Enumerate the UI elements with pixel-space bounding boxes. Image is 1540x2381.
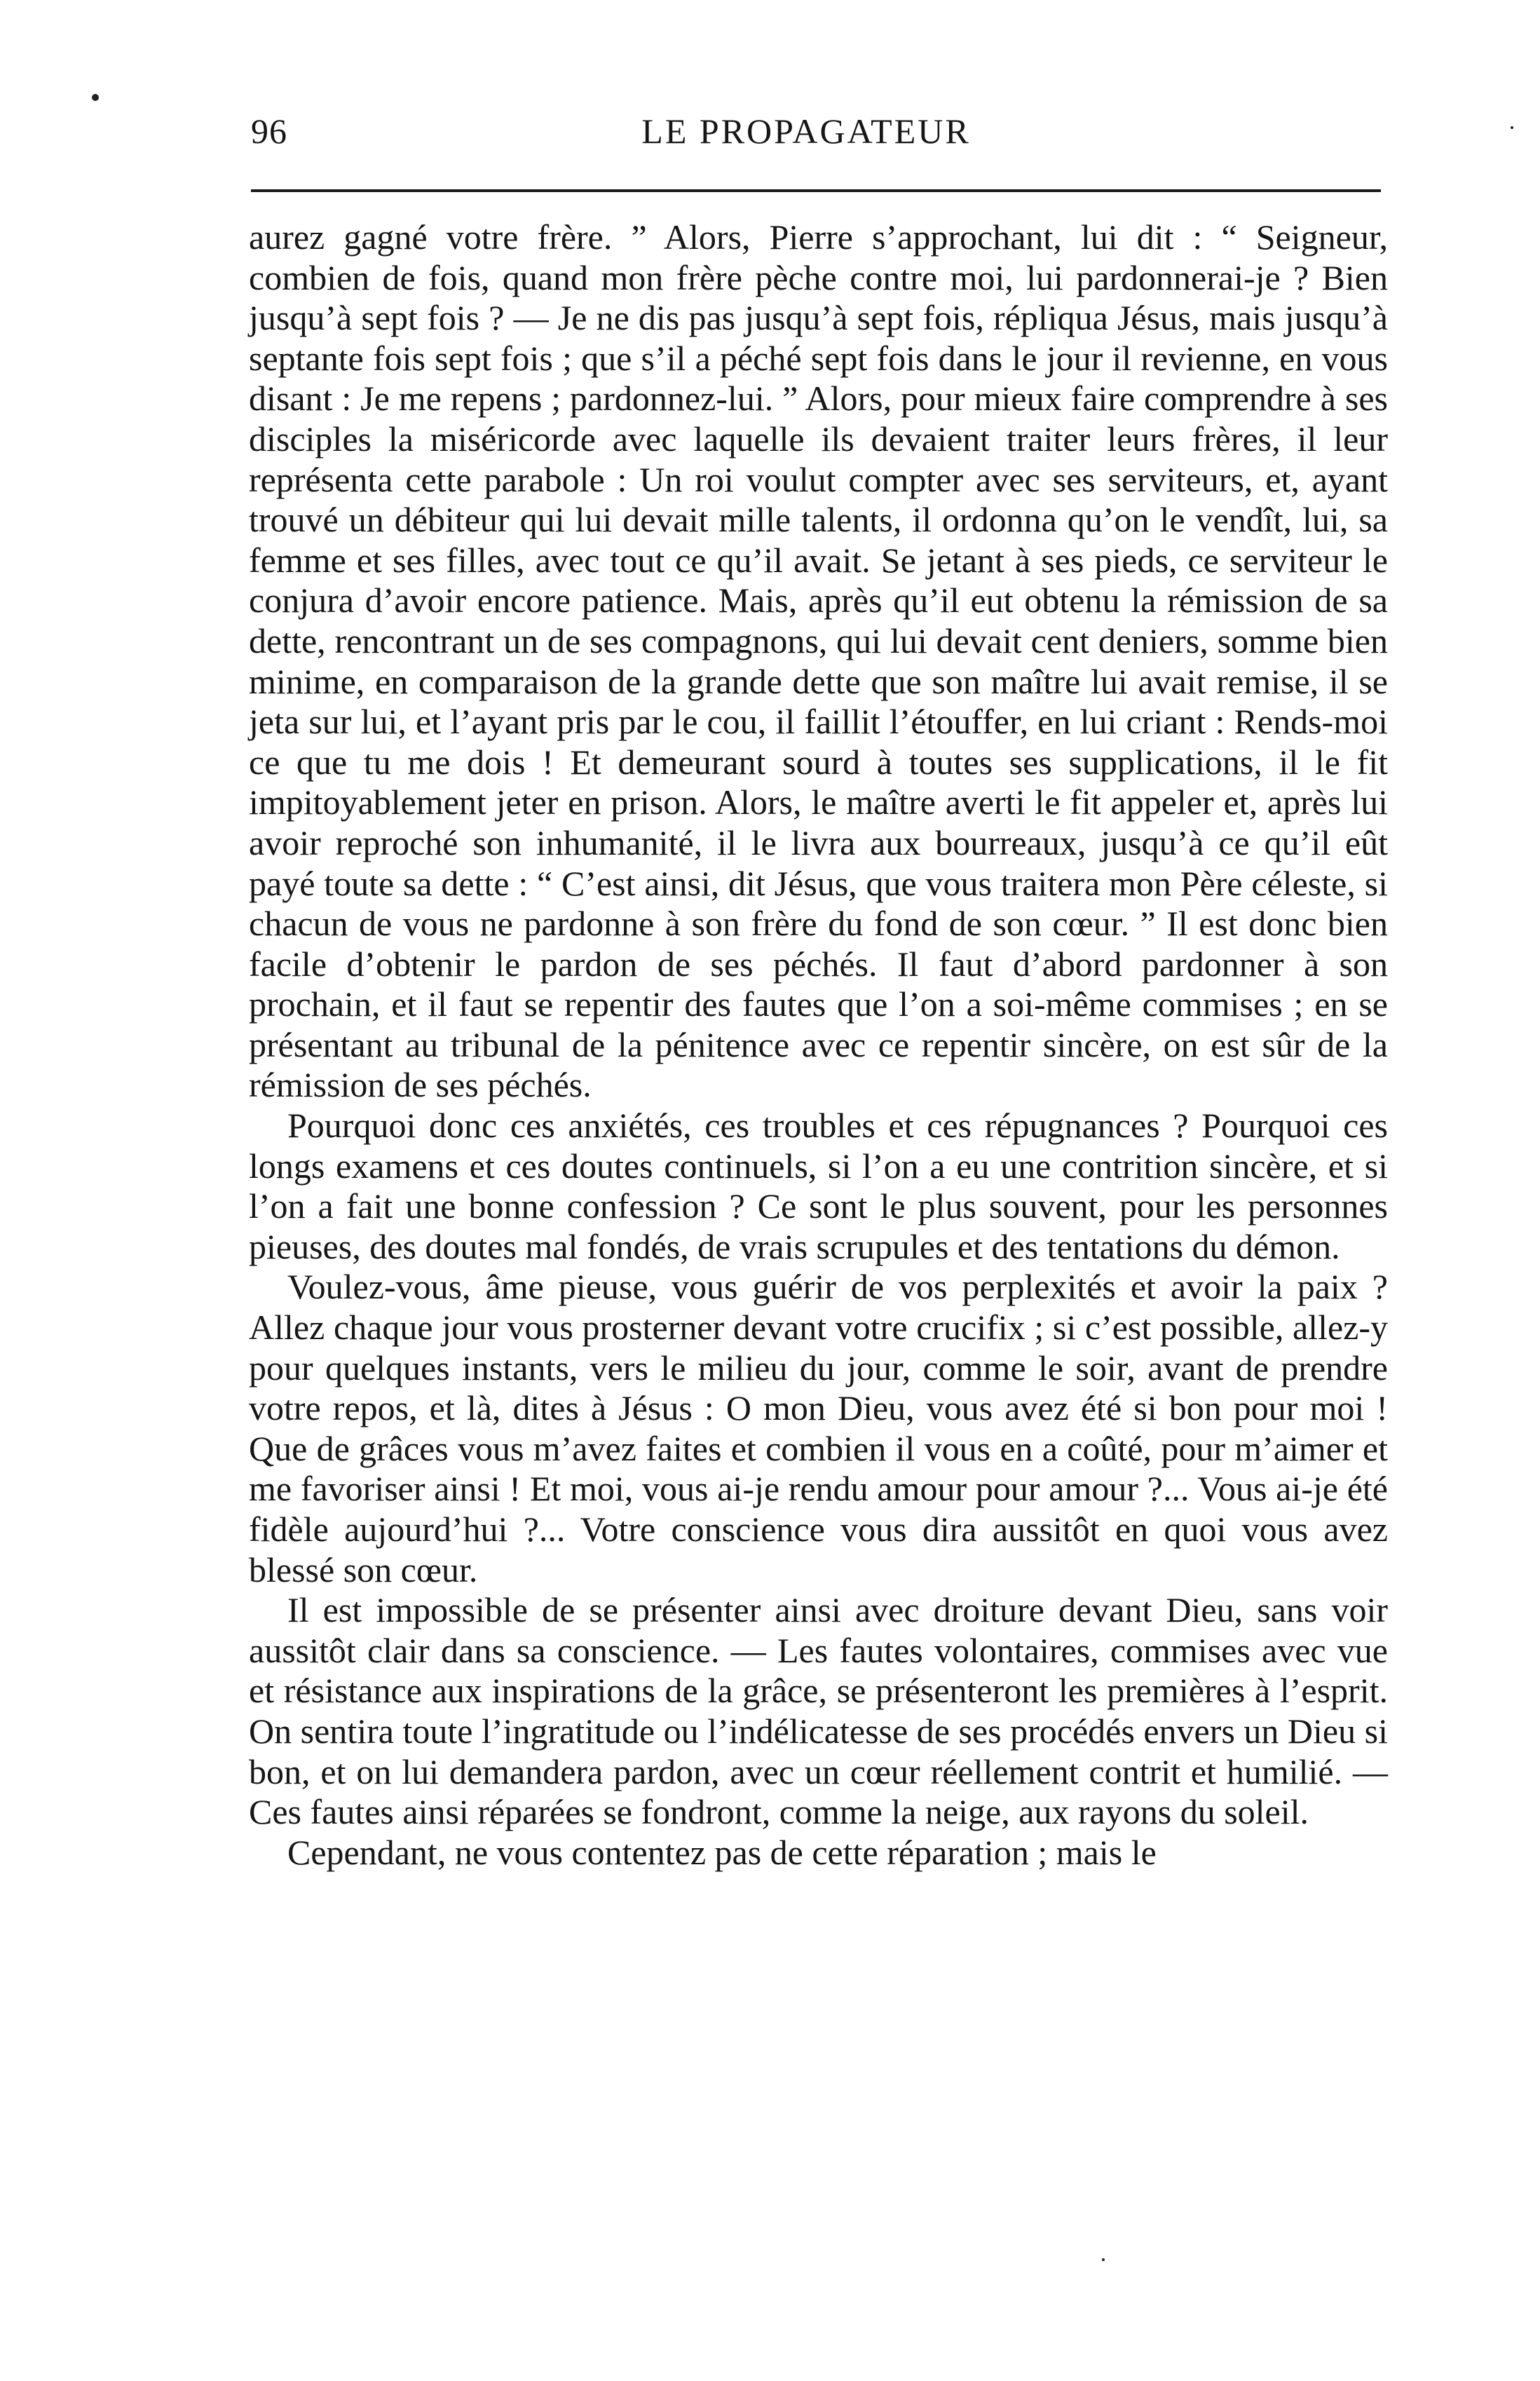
- running-head: [231, 111, 1381, 160]
- paragraph: Pourquoi donc ces anxiétés, ces troubles et ces répugnances ? Pourquoi ces longs examens et ces doutes continuels, si l’on a eu une contrition sincère, et si l’on a fait une bonne confession ? Ce sont le plus souvent, pour les personnes pieuses, des doutes mal fondés, de vrais scrupules et des tentations du démon.: [249, 1106, 1388, 1266]
- ink-speck: [1102, 2258, 1105, 2261]
- running-title: LE PROPAGATEUR: [641, 111, 971, 151]
- paragraph: Cependant, ne vous contentez pas de cette réparation ; mais le: [287, 1832, 1157, 1872]
- paragraph: Il est impossible de se présenter ainsi avec droiture devant Dieu, sans voir aussitôt clair dans sa conscience. — Les fautes volontaires, commises avec vue et résistance aux inspirations de la grâce, se présenteront les premières à l’esprit. On sentira toute l’ingratitude ou l’indélicatesse de ses procédés envers un Dieu si bon, et on lui demandera pardon, avec un cœur réellement contrit et humilié. — Ces fautes ainsi réparées se fondront, comme la neige, aux rayons du soleil.: [249, 1590, 1388, 1832]
- ink-speck: [92, 94, 99, 101]
- page-number: 96: [251, 111, 287, 151]
- paragraph: Voulez-vous, âme pieuse, vous guérir de vos perplexités et avoir la paix ? Allez chaque jour vous prosterner devant votre crucifix ; si c’est possible, allez-y pour quelques instants, vers le milieu du jour, comme le soir, avant de prendre votre repos, et là, dites à Jésus : O mon Dieu, vous avez été si bon pour moi ! Que de grâces vous m’avez faites et combien il vous en a coûté, pour m’aimer et me favoriser ainsi ! Et moi, vous ai-je rendu amour pour amour ?... Vous ai-je été fidèle aujourd’hui ?... Votre conscience vous dira aussitôt en quoi vous avez blessé son cœur.: [249, 1267, 1388, 1589]
- ink-speck: [1511, 126, 1513, 129]
- header-rule: [251, 189, 1381, 192]
- body-text: [249, 217, 1388, 1873]
- paragraph: aurez gagné votre frère. ” Alors, Pierre s’approchant, lui dit : “ Seigneur, combien de fois, quand mon frère pèche contre moi, lui pardonnerai-je ? Bien jusqu’à sept fois ? — Je ne dis pas jusqu’à sept fois, répliqua Jésus, mais jusqu’à septante fois sept fois ; que s’il a péché sept fois dans le jour il revienne, en vous disant : Je me repens ; pardonnez-lui. ” Alors, pour mieux faire comprendre à ses disciples la miséricorde avec laquelle ils devaient traiter leurs frères, il leur représenta cette parabole : Un roi voulut compter avec ses serviteurs, et, ayant trouvé un débiteur qui lui devait mille talents, il ordonna qu’on le vendît, lui, sa femme et ses filles, avec tout ce qu’il avait. Se jetant à ses pieds, ce serviteur le conjura d’avoir encore patience. Mais, après qu’il eut obtenu la rémission de sa dette, rencontrant un de ses compagnons, qui lui devait cent deniers, somme bien minime, en comparaison de la grande dette que son maître lui avait remise, il se jeta sur lui, et l’ayant pris par le cou, il faillit l’étouffer, en lui criant : Rends-moi ce que tu me dois ! Et demeurant sourd à toutes ses supplications, il le fit impitoyablement jeter en prison. Alors, le maître averti le fit appeler et, après lui avoir reproché son inhumanité, il le livra aux bourreaux, jusqu’à ce qu’il eût payé toute sa dette : “ C’est ainsi, dit Jésus, que vous traitera mon Père céleste, si chacun de vous ne pardonne à son frère du fond de son cœur. ” Il est donc bien facile d’obtenir le pardon de ses péchés. Il faut d’abord pardonner à son prochain, et il faut se repentir des fautes que l’on a soi-même commises ; en se présentant au tribunal de la pénitence avec ce repentir sincère, on est sûr de la rémission de ses péchés.: [249, 217, 1388, 1105]
